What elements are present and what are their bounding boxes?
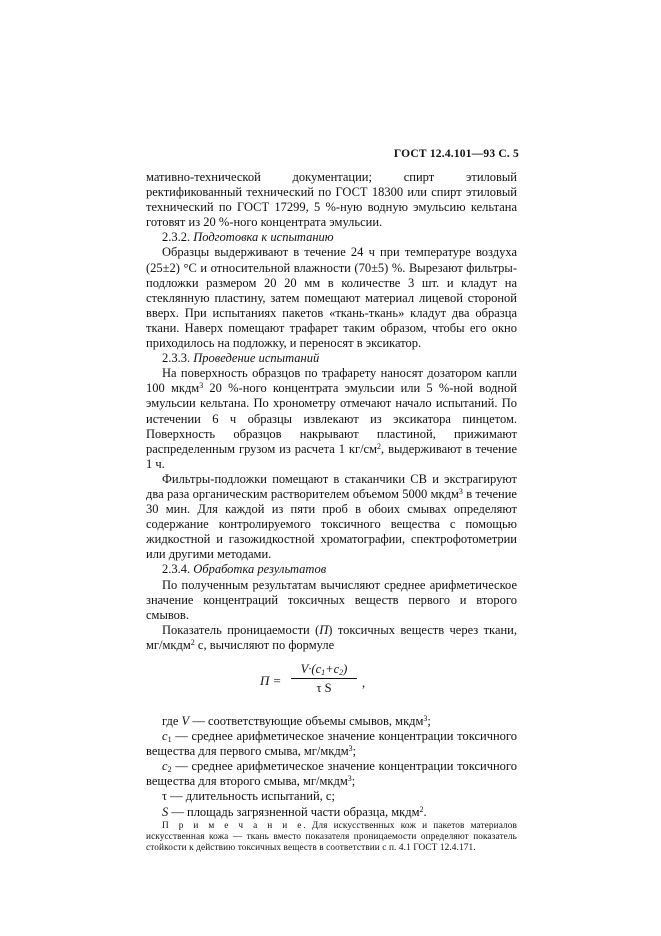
section-title: Обработка результатов bbox=[193, 562, 327, 577]
subscript: 2 bbox=[339, 668, 344, 677]
text-run: , выдерживают в течение 1 ч. bbox=[146, 441, 517, 471]
section-number: 2.3.2. bbox=[162, 230, 191, 245]
paragraph-materials: мативно-технической документации; спирт этиловый ректификованный технический по ГОСТ 18300 или спирт этиловый технический по ГОСТ 17299, 5 %-ную водную эмульсию кельтана готовят из 20 %-ного концентрата эмульсии. bbox=[146, 170, 517, 230]
formula-numerator bbox=[291, 662, 357, 679]
note-text: . Для искусственных кож и пакетов материалов искусственная кожа — ткань вместо показателя проницаемости определяют показатель стойкости к действию токсичных веществ в соответствии с п. 4.1 ГОСТ 12.4.171. bbox=[146, 820, 517, 854]
text-run: — длительность испытаний, с; bbox=[167, 789, 335, 804]
symbol-c2: c bbox=[162, 759, 168, 774]
text-run: — площадь загрязненной части образца, мкдм bbox=[168, 804, 420, 819]
section-number: 2.3.3. bbox=[162, 351, 191, 366]
text-run: где bbox=[162, 714, 182, 728]
paragraph-results: По полученным результатам вычисляют среднее арифметическое значение концентраций токсичных веществ первого и второго смывов. bbox=[146, 577, 517, 622]
text-run: ) токсичных веществ через ткани, мг/мкдм bbox=[146, 622, 517, 652]
formula-lhs: П = bbox=[260, 673, 282, 688]
definition-v bbox=[146, 714, 517, 729]
text-run: На поверхность образцов по трафарету наносят дозатором капли 100 мкдм bbox=[146, 366, 517, 396]
symbol-v: V bbox=[181, 714, 190, 728]
subscript: 1 bbox=[167, 735, 172, 745]
superscript: 3 bbox=[347, 774, 352, 784]
formula-comma: , bbox=[362, 676, 366, 690]
superscript: 3 bbox=[348, 744, 353, 754]
paragraph-testing bbox=[146, 366, 517, 472]
formula-denominator: τ S bbox=[316, 681, 332, 696]
section-number: 2.3.4. bbox=[162, 562, 191, 577]
definition-s bbox=[146, 805, 517, 820]
text-run: — среднее арифметическое значение концентрации токсичного вещества для второго смыва, мг/мкдм bbox=[146, 759, 517, 789]
definition-c1 bbox=[146, 729, 517, 759]
text-run: — среднее арифметическое значение концентрации токсичного вещества для первого смыва, мг/мкдм bbox=[146, 729, 517, 759]
section-2-3-3-heading bbox=[146, 351, 517, 366]
superscript: 3 bbox=[458, 486, 463, 496]
formula bbox=[146, 662, 517, 702]
numerator-part: +c bbox=[325, 662, 340, 676]
superscript: 2 bbox=[190, 637, 195, 647]
punctuation: . bbox=[423, 804, 427, 819]
definition-c2 bbox=[146, 759, 517, 789]
text-run: с, вычисляют по формуле bbox=[194, 637, 335, 652]
note-label: П р и м е ч а н и е bbox=[162, 820, 304, 831]
text-run: — соответствующие объемы смывов, мкдм bbox=[189, 714, 424, 728]
numerator-part: ) bbox=[343, 662, 348, 676]
text-run: Фильтры-подложки помещают в стаканчики СВ и экстрагируют два раза органическим растворителем объемом 5000 мкдм bbox=[146, 471, 517, 501]
punctuation: ; bbox=[427, 714, 431, 728]
page-header: ГОСТ 12.4.101—93 С. 5 bbox=[393, 148, 519, 160]
symbol-c1: c bbox=[162, 729, 168, 744]
symbol-s: S bbox=[162, 804, 169, 819]
text-run: Показатель проницаемости ( bbox=[162, 622, 320, 637]
superscript: 3 bbox=[423, 714, 428, 723]
text-run: 20 %-ного концентрата эмульсии или 5 %-ной водной эмульсии кельтана. По хронометру отмечают начало испытаний. По истечении 6 ч образцы извлекают из эксикатора пинцетом. Поверхность образцов накрывают пластиной, прижимают распределенным грузом из расчета 1 кг/см bbox=[146, 381, 517, 456]
formula-fraction bbox=[291, 662, 357, 696]
paragraph-permeability bbox=[146, 623, 517, 653]
punctuation: ; bbox=[351, 774, 356, 789]
superscript: 2 bbox=[419, 804, 424, 814]
punctuation: ; bbox=[352, 744, 357, 759]
subscript: 2 bbox=[167, 765, 172, 775]
numerator-part: V·(c bbox=[300, 662, 322, 676]
section-2-3-2-heading bbox=[146, 230, 517, 245]
symbol-p: П bbox=[319, 622, 329, 637]
symbol-tau: τ bbox=[162, 789, 168, 804]
section-2-3-4-heading bbox=[146, 562, 517, 577]
section-title: Проведение испытаний bbox=[193, 351, 320, 366]
text-run: в течение 30 мин. Для каждой из пяти проб в обоих смывах определяют содержание контролируемого токсичного вещества с помощью жидкостной и газожидкостной хроматографии, спектрофотометрии или другими методами. bbox=[146, 486, 517, 562]
paragraph-extraction bbox=[146, 472, 517, 563]
superscript: 3 bbox=[199, 381, 204, 391]
paragraph-preparation: Образцы выдерживают в течение 24 ч при температуре воздуха (25±2) °С и относительной влажности (70±5) %. Вырезают фильтры-подложки размером 20 20 мм в количестве 3 шт. и кладут на стеклянную пластину, затем помещают материал лицевой стороной вверх. При испытаниях пакетов «ткань-ткань» кладут два образца ткани. Наверх помещают трафарет таким образом, чтобы его окно приходилось на подложку, и переносят в эксикатор. bbox=[146, 245, 517, 351]
definition-tau bbox=[146, 789, 517, 804]
document-body bbox=[146, 170, 517, 864]
section-title: Подготовка к испытанию bbox=[193, 230, 334, 245]
note bbox=[146, 821, 517, 855]
superscript: 2 bbox=[377, 441, 382, 451]
subscript: 1 bbox=[321, 668, 326, 677]
